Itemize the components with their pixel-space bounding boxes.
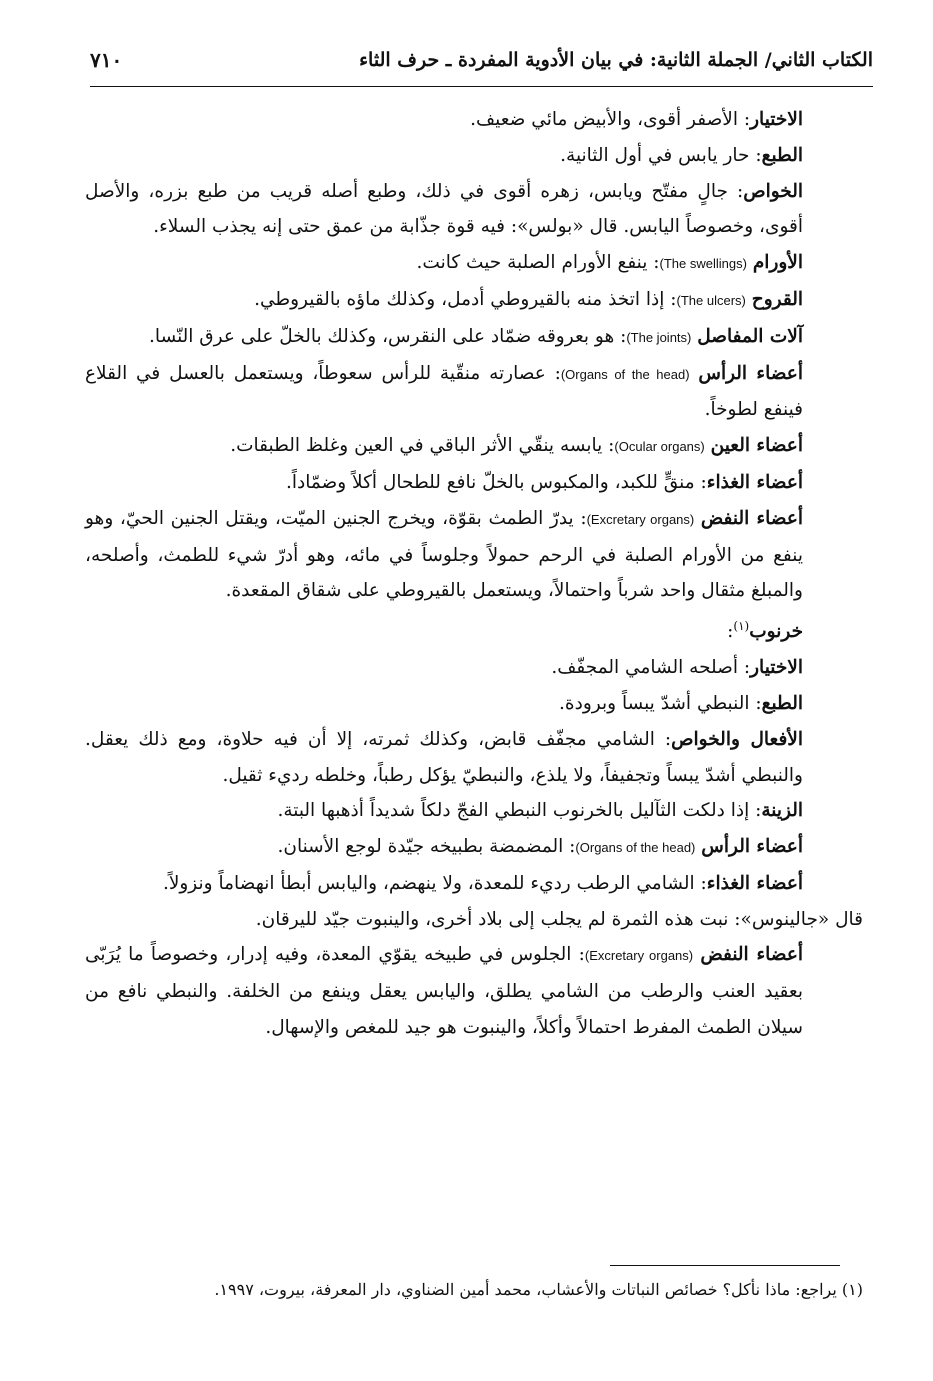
entry-text: : هو بعروقه ضمّاد على النقرس، وكذلك بالخلّ على عرق النّسا. bbox=[149, 325, 627, 347]
entry-heading: الطبع bbox=[761, 144, 803, 166]
entry-text: : bbox=[727, 621, 734, 643]
paragraph bbox=[85, 138, 863, 174]
entry-heading: أعضاء الغذاء bbox=[706, 471, 803, 493]
entry-text: : إذا اتخذ منه بالقيروطي أدمل، وكذلك ماؤه بالقيروطي. bbox=[254, 288, 677, 310]
paragraph bbox=[85, 686, 863, 722]
english-term: (Organs of the head) bbox=[560, 366, 690, 382]
paragraph bbox=[85, 722, 863, 794]
entry-text: : إذا دلكت الثآليل بالخرنوب النبطي الفجّ دلكاً شديداً أذهبها البتة. bbox=[277, 800, 762, 822]
paragraph bbox=[85, 282, 863, 319]
english-term: (The ulcers) bbox=[676, 292, 746, 308]
entry-heading: أعضاء الغذاء bbox=[706, 872, 803, 894]
footnote: (١) يراجع: ماذا نأكل؟ خصائص النباتات والأعشاب، محمد أمين الضناوي، دار المعرفة، بيروت، ١٩٩٧. bbox=[214, 1280, 863, 1299]
header-rule bbox=[90, 86, 873, 87]
entry-text: قال «جالينوس»: نبت هذه الثمرة لم يجلب إلى بلاد أخرى، والينبوت جيّد لليرقان. bbox=[255, 908, 863, 930]
page-number: ٧١٠ bbox=[90, 48, 123, 72]
footnote-marker: (١) bbox=[733, 619, 750, 634]
entry-heading: أعضاء النفض bbox=[700, 944, 804, 966]
paragraph bbox=[85, 866, 863, 902]
entry-text: : النبطي أشدّ يبساً وبرودة. bbox=[559, 692, 762, 714]
paragraph bbox=[85, 245, 863, 282]
entry-text: : الشامي الرطب رديء للمعدة، ولا ينهضم، واليابس أبطأ انهضاماً ونزولاً. bbox=[162, 872, 707, 894]
entry-text: : يدرّ الطمث بقوّة، ويخرج الجنين الميّت، ويقتل الجنين الحيّ، وهو ينفع من الأورام الصلبة في الرحم حمولاً وجلوساً في مائه، وهو أدرّ شيء للطمث، وأصلحه، والمبلغ مثقال واحد شرباً واحتمالاً، ويستعمل بالقيروطي على شقاق المقعدة. bbox=[85, 507, 803, 602]
paragraph bbox=[85, 428, 863, 465]
entry-text: : منقٍّ للكبد، والمكبوس بالخلّ نافع للطحال أكلاً وضمّاداً. bbox=[285, 471, 707, 493]
entry-heading: الاختيار bbox=[750, 109, 803, 130]
paragraph bbox=[85, 650, 863, 686]
paragraph bbox=[85, 902, 863, 938]
entry-heading: الطبع bbox=[761, 692, 803, 714]
entry-heading: آلات المفاصل bbox=[697, 325, 803, 347]
entry-heading: الاختيار bbox=[750, 657, 803, 679]
entry-text: : يابسه ينقّي الأثر الباقي في العين وغلظ الطبقات. bbox=[230, 435, 615, 457]
entry-text: : المضمضة بطبيخه جيّدة لوجع الأسنان. bbox=[277, 836, 576, 858]
paragraph bbox=[85, 609, 863, 650]
paragraph bbox=[85, 829, 863, 866]
entry-text: : عصارته منقّية للرأس سعوطاً، ويستعمل بالعسل في القلاع فينفع لطوخاً. bbox=[85, 362, 803, 421]
english-term: (The joints) bbox=[626, 329, 692, 345]
entry-text: : أصلحه الشامي المجفّف. bbox=[551, 657, 751, 679]
entry-text: : جالٍ مفتّح ويابس، زهره أقوى في ذلك، وطبع أصله قريب من طبع بزره، والأصل أقوى، وخصوصاً اليابس. قال «بولس»: فيه قوة جذّابة من عمق حتى إنه يجذب السلاء. bbox=[85, 180, 803, 238]
english-term: (Excretary organs) bbox=[586, 511, 695, 527]
english-term: (Organs of the head) bbox=[575, 840, 696, 856]
english-term: (The swellings) bbox=[659, 256, 747, 272]
entry-heading: أعضاء الرأس bbox=[698, 362, 803, 384]
entry-text: : الأصفر أقوى، والأبيض مائي ضعيف. bbox=[470, 109, 751, 130]
running-title: الكتاب الثاني/ الجملة الثانية: في بيان الأدوية المفردة ـ حرف الثاء bbox=[359, 49, 873, 71]
entry-heading: أعضاء الرأس bbox=[701, 836, 803, 858]
paragraph bbox=[85, 102, 863, 138]
entry-heading: الخواص bbox=[743, 180, 803, 202]
paragraph bbox=[85, 793, 863, 829]
paragraph bbox=[85, 319, 863, 356]
paragraph bbox=[85, 937, 863, 1045]
page-header bbox=[90, 40, 873, 80]
entry-heading: أعضاء النفض bbox=[700, 507, 804, 529]
entry-text: : الشامي مجفّف قابض، وكذلك ثمرته، إلا أن فيه حلاوة، ومع ذلك يعقل. والنبطي أشدّ يبساً وتجفيفاً، ولا يلذع، والنبطيّ يؤكل رطباً، وخلطه رديء ثقيل. bbox=[85, 728, 803, 786]
paragraph bbox=[85, 174, 863, 246]
entry-heading: خرنوب bbox=[749, 621, 803, 643]
entry-text: : حار يابس في أول الثانية. bbox=[560, 144, 762, 166]
english-term: (Excretary organs) bbox=[584, 948, 694, 964]
entry-heading: الزينة bbox=[761, 800, 803, 822]
main-text bbox=[85, 102, 863, 1046]
entry-text: : الجلوس في طبيخه يقوّي المعدة، وفيه إدرار، وخصوصاً ما يُرَبّى بعقيد العنب والرطب من الشامي يطلق، واليابس يعقل وينفع من الخلفة. والنبطي نافع من سيلان الطمث المفرط احتمالاً وأكلاً، والينبوت هو جيد للمغص والإسهال. bbox=[85, 944, 803, 1039]
paragraph bbox=[85, 465, 863, 501]
footnote-rule bbox=[610, 1265, 840, 1266]
entry-heading: الأورام bbox=[752, 252, 803, 274]
english-term: (Ocular organs) bbox=[614, 439, 705, 455]
entry-heading: أعضاء العين bbox=[710, 435, 803, 457]
entry-text: : ينفع الأورام الصلبة حيث كانت. bbox=[416, 252, 660, 274]
entry-heading: القروح bbox=[751, 288, 803, 310]
entry-heading: الأفعال والخواص bbox=[671, 728, 803, 750]
paragraph bbox=[85, 356, 863, 429]
paragraph bbox=[85, 501, 863, 609]
